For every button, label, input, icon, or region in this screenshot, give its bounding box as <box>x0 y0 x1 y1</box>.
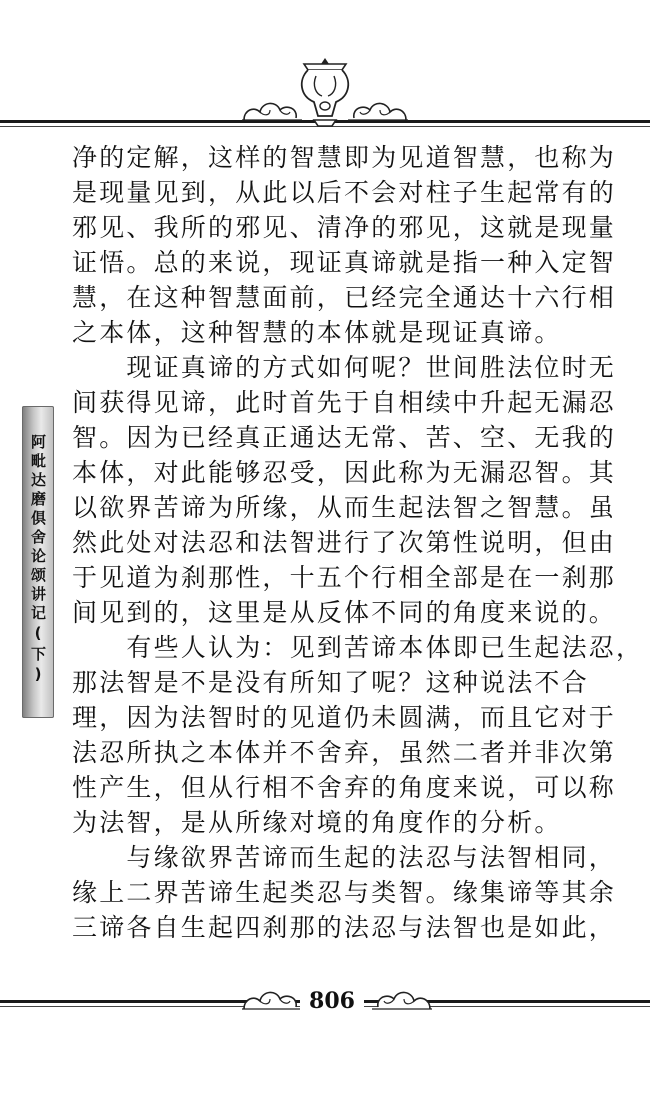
text-line: 本体，对此能够忍受，因此称为无漏忍智。其 <box>72 458 617 487</box>
text-line: 三谛各自生起四刹那的法忍与法智也是如此， <box>72 913 617 942</box>
text-line: 理，因为法智时的见道仍未圆满，而且它对于 <box>72 703 617 732</box>
cloud-ornament-icon <box>240 985 304 1013</box>
text-line: 有些人认为：见到苦谛本体即已生起法忍， <box>72 633 644 662</box>
text-line: 与缘欲界苦谛而生起的法忍与法智相同， <box>72 843 617 872</box>
text-line: 法忍所执之本体并不舍弃，虽然二者并非次第 <box>72 738 617 767</box>
text-line: 为法智，是从所缘对境的角度作的分析。 <box>72 808 562 837</box>
text-line: 智。因为已经真正通达无常、苦、空、无我的 <box>72 423 617 452</box>
book-title-tab <box>22 406 54 718</box>
text-line: 是现量见到，从此以后不会对柱子生起常有的 <box>72 178 617 207</box>
text-line: 间获得见谛，此时首先于自相续中升起无漏忍 <box>72 388 617 417</box>
book-title: 阿毗达磨俱舍论颂讲记(下) <box>29 434 47 687</box>
text-line: 净的定解，这样的智慧即为见道智慧，也称为 <box>72 143 617 172</box>
text-line: 证悟。总的来说，现证真谛就是指一种入定智 <box>72 248 617 277</box>
ritual-vase-ornament-icon <box>292 56 358 130</box>
text-line: 以欲界苦谛为所缘，从而生起法智之智慧。虽 <box>72 493 617 522</box>
text-line: 之本体，这种智慧的本体就是现证真谛。 <box>72 318 562 347</box>
text-line: 间见到的，这里是从反体不同的角度来说的。 <box>72 598 617 627</box>
text-line: 那法智是不是没有所知了呢？这种说法不合 <box>72 668 589 697</box>
text-line: 缘上二界苦谛生起类忍与类智。缘集谛等其余 <box>72 878 617 907</box>
page-body <box>72 140 644 945</box>
text-line: 慧，在这种智慧面前，已经完全通达十六行相 <box>72 283 617 312</box>
page-number: 806 <box>300 986 364 1016</box>
cloud-ornament-icon <box>370 985 434 1013</box>
text-line: 现证真谛的方式如何呢？世间胜法位时无 <box>72 353 617 382</box>
text-line: 然此处对法忍和法智进行了次第性说明，但由 <box>72 528 617 557</box>
text-line: 性产生，但从行相不舍弃的角度来说，可以称 <box>72 773 617 802</box>
text-line: 于见道为刹那性，十五个行相全部是在一刹那 <box>72 563 617 592</box>
text-line: 邪见、我所的邪见、清净的邪见，这就是现量 <box>72 213 617 242</box>
